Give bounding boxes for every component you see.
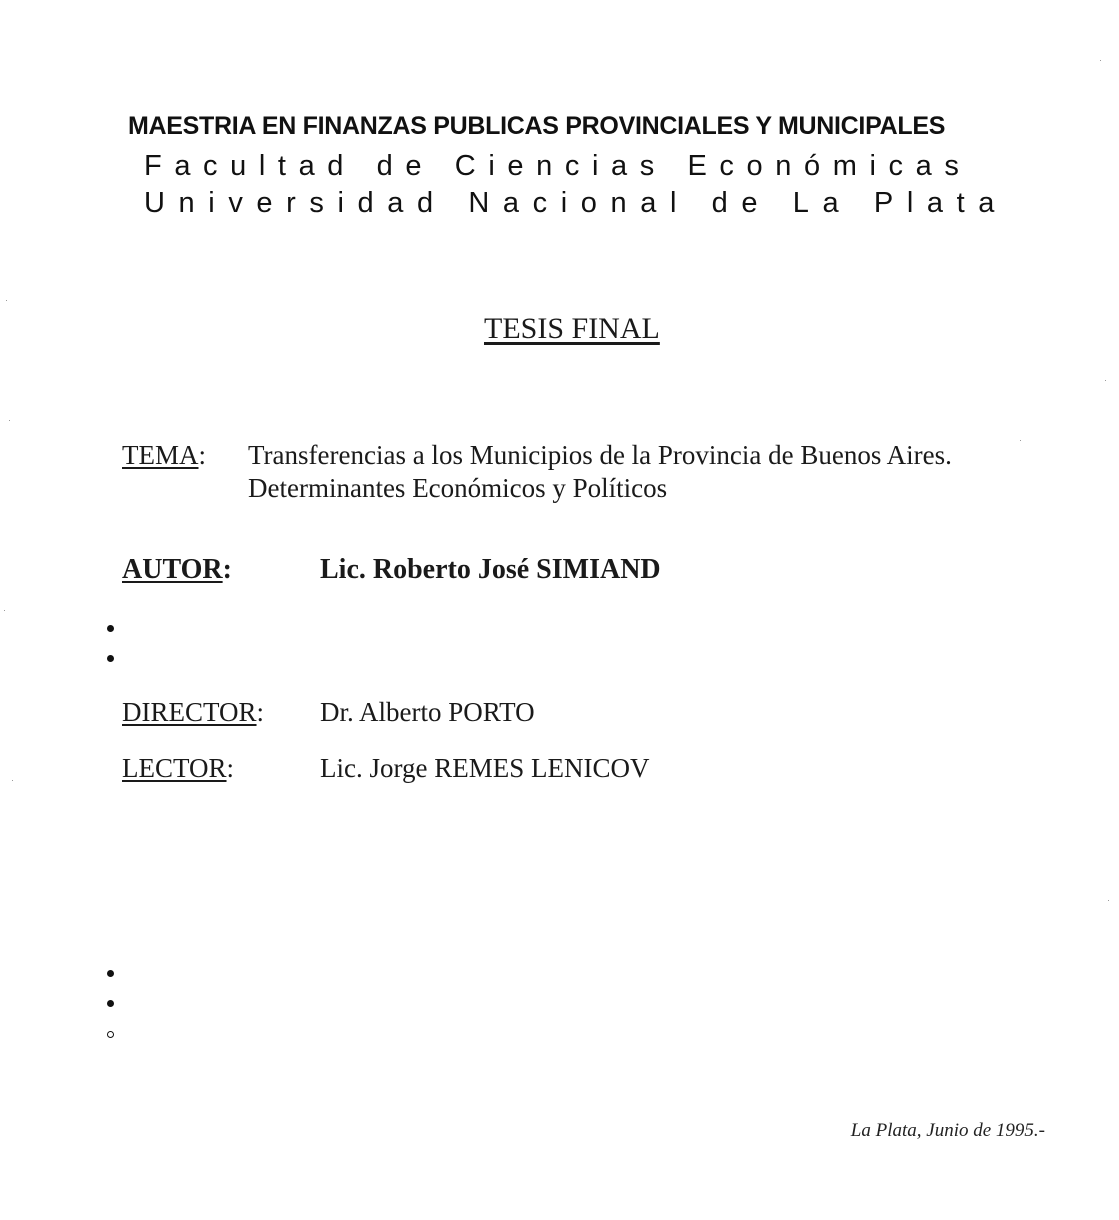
place-date: La Plata, Junio de 1995.- bbox=[850, 1120, 1045, 1141]
lector-label: LECTOR bbox=[122, 753, 227, 783]
director-label: DIRECTOR bbox=[122, 697, 257, 727]
scan-speck bbox=[1020, 440, 1021, 441]
bullet-dot-hollow bbox=[107, 1031, 114, 1038]
lector-value: Lic. Jorge REMES LENICOV bbox=[320, 753, 650, 783]
tema-line-2: Determinantes Económicos y Políticos bbox=[248, 473, 668, 503]
autor-label-row: AUTOR: bbox=[122, 554, 232, 585]
thesis-title: TESIS FINAL bbox=[484, 312, 660, 345]
tema-line-1: Transferencias a los Municipios de la Provincia de Buenos Aires. bbox=[248, 440, 952, 470]
scan-speck bbox=[12, 780, 13, 781]
scan-speck bbox=[4, 610, 5, 611]
lector-label-row: LECTOR: bbox=[122, 753, 235, 783]
scan-speck bbox=[1105, 380, 1106, 381]
scan-speck bbox=[1108, 900, 1109, 901]
bullet-dot bbox=[107, 1000, 114, 1007]
university-heading: Universidad Nacional de La Plata bbox=[144, 187, 1009, 219]
director-value: Dr. Alberto PORTO bbox=[320, 697, 535, 727]
bullet-dot bbox=[107, 970, 114, 977]
tema-label: TEMA bbox=[122, 440, 199, 470]
bullet-dot bbox=[107, 655, 114, 662]
director-label-row: DIRECTOR: bbox=[122, 697, 265, 727]
scan-speck bbox=[1100, 60, 1101, 61]
autor-value: Lic. Roberto José SIMIAND bbox=[320, 554, 661, 585]
faculty-heading: Facultad de Ciencias Económicas bbox=[144, 150, 972, 182]
scan-speck bbox=[9, 420, 10, 421]
tema-label-row: TEMA: bbox=[122, 440, 207, 470]
scan-speck bbox=[6, 300, 7, 301]
autor-label: AUTOR bbox=[122, 554, 223, 585]
bullet-dot bbox=[107, 625, 114, 632]
program-heading: MAESTRIA EN FINANZAS PUBLICAS PROVINCIALES Y MUNICIPALES bbox=[128, 112, 946, 140]
